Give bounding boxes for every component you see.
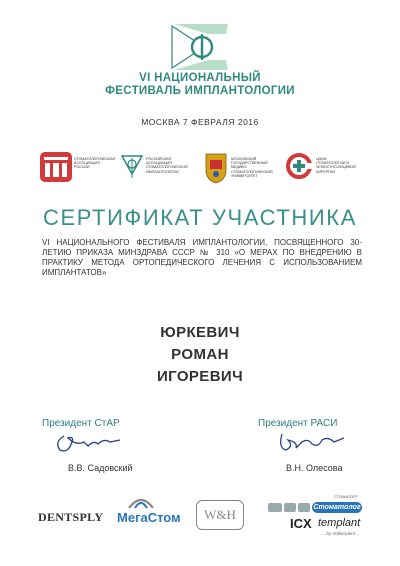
festival-logo (168, 22, 232, 72)
certificate-description: VI НАЦИОНАЛЬНОГО ФЕСТИВАЛЯ ИМПЛАНТОЛОГИИ, ПОСВЯЩЕННОГО 30-ЛЕТИЮ ПРИКАЗА МИНЗДРАВА СССР № 310 «О МЕРАХ ПО ВНЕДРЕНИЮ В ПРАКТИКУ МЕТОДА ОРТОПЕДИЧЕСКОГО ЛЕЧЕНИЯ С ИСПОЛЬЗОВАНИЕМ ИМПЛАНТАТОВ» (42, 238, 362, 277)
organizer-star-text (74, 157, 124, 170)
participant-name (0, 322, 400, 388)
org-line: ИМПЛАНТОЛОГИИ (146, 169, 179, 174)
festival-title-line1: VI НАЦИОНАЛЬНЫЙ (139, 72, 261, 84)
festival-title-line2: ФЕСТИВАЛЬ ИМПЛАНТОЛОГИИ (105, 85, 295, 97)
right-signatory-name: В.Н. Олесова (286, 463, 343, 473)
org-line: ЦНИИ (316, 157, 327, 161)
sponsor-dentsply: DENTSPLY (38, 510, 104, 524)
org-line: РОССИЙСКАЯ (146, 157, 172, 161)
festival-date: МОСКВА 7 ФЕВРАЛЯ 2016 (141, 117, 259, 127)
tsniis-logo-icon (285, 152, 313, 180)
left-signatory-name: В.В. Садовский (68, 463, 133, 473)
right-signatory-title: Президент РАСИ (258, 418, 338, 429)
sponsor-megastom: МегаСтом (117, 510, 181, 525)
org-line: ХИРУРГИИ (316, 169, 336, 174)
participant-patronymic: ИГОРЕВИЧ (156, 368, 244, 385)
left-signature-image (50, 428, 130, 458)
org-line: УНИВЕРСИТЕТ (231, 173, 258, 178)
org-line: СТОМАТОЛОГИЧЕСКОЙ (146, 165, 188, 170)
festival-title (0, 72, 400, 98)
social-icon (268, 503, 282, 512)
org-line: ГОСУДАРСТВЕННЫЙ (231, 161, 268, 166)
org-line: СТОМАТОЛОГИЧЕСКИЙ (231, 169, 273, 174)
organizer-mgmsu-text (231, 157, 281, 178)
star-logo-icon (40, 152, 72, 182)
sponsor-wh (196, 500, 244, 530)
org-line: ЧЕЛЮСТНО-ЛИЦЕВОЙ (316, 165, 356, 170)
organizer-tsniis-text (316, 157, 366, 174)
sponsor-icx-subtitle: …by Volkerplant… (322, 531, 360, 536)
sponsor-wh-label: W&H (204, 507, 236, 522)
participant-first-name: РОМАН (171, 346, 229, 363)
sponsor-icx: ICX (290, 516, 312, 531)
org-line: МОСКОВСКИЙ (231, 157, 257, 161)
social-icon (298, 503, 310, 512)
org-line: СТОМАТОЛОГИЧЕСКАЯ (74, 157, 116, 161)
sponsor-templant: templant (318, 517, 361, 529)
organizer-rasi-text (146, 157, 196, 174)
org-line: СТОМАТОЛОГИИ И (316, 161, 350, 166)
right-signature-image (272, 428, 352, 458)
org-line: АССОЦИАЦИЯ (146, 161, 172, 166)
rasi-logo-icon (120, 152, 144, 182)
org-line: МЕДИКО- (231, 165, 248, 170)
participant-surname: ЮРКЕВИЧ (160, 324, 240, 341)
certificate-title: СЕРТИФИКАТ УЧАСТНИКА (43, 205, 357, 230)
organizer-mgmsu (203, 150, 288, 190)
organizer-rasi (120, 150, 205, 190)
left-signatory-title: Президент СтАР (42, 418, 120, 429)
megastom-logo-icon (127, 494, 155, 510)
organizer-tsniis (285, 150, 375, 190)
social-icon (284, 503, 296, 512)
org-line: АССОЦИАЦИЯ (74, 161, 100, 166)
org-line: РОССИИ (74, 165, 90, 170)
mgmsu-emblem-icon (203, 152, 229, 184)
sponsor-stomatolog: Стоматолог (313, 504, 361, 511)
sponsor-stomatorg: СТОМАТОРГ (334, 494, 359, 499)
